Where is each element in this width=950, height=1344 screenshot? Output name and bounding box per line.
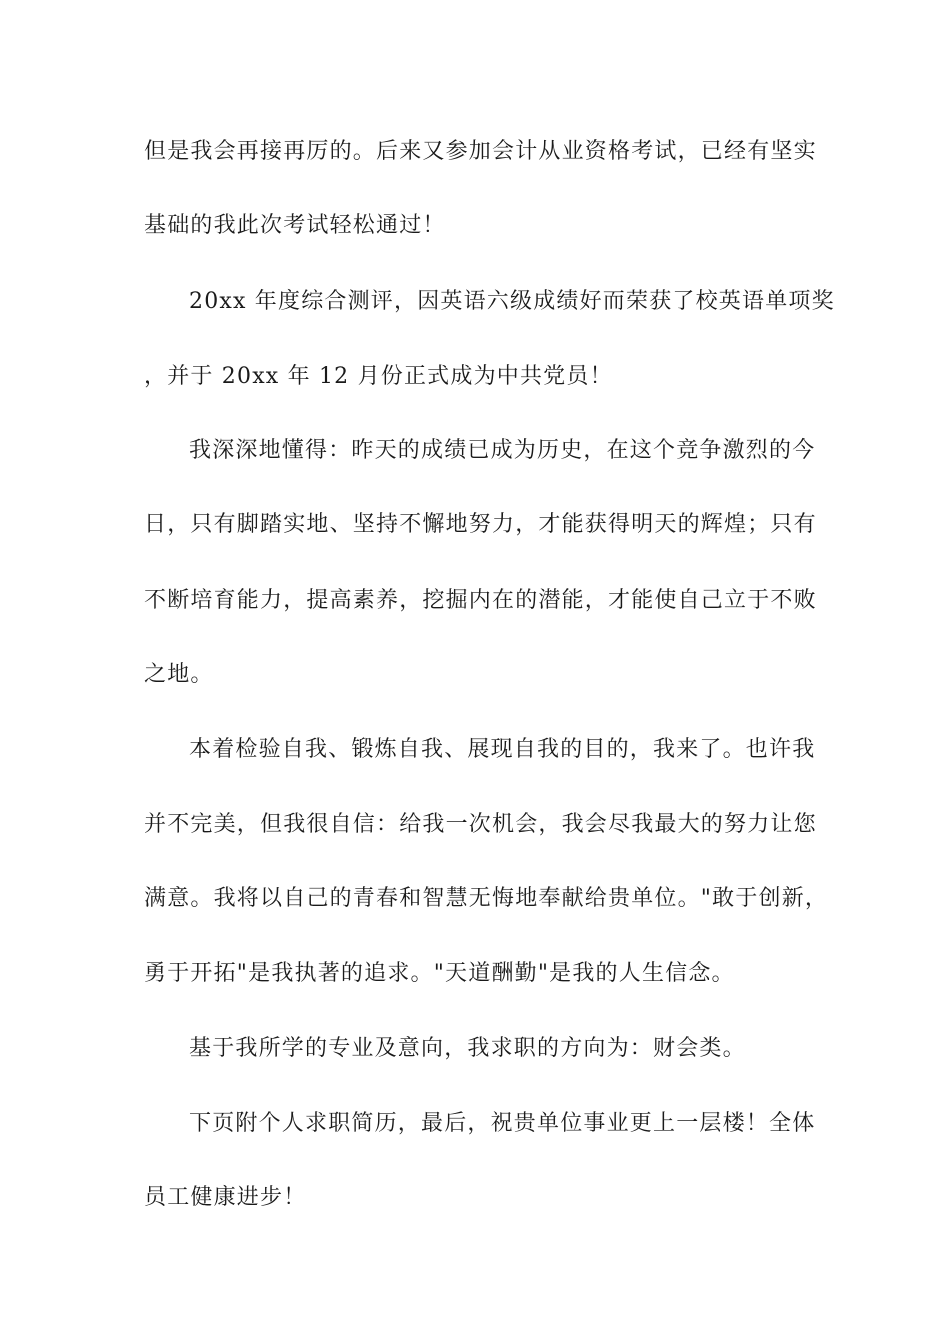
text-line: 满意。我将以自己的青春和智慧无悔地奉献给贵单位。"敢于创新， [144, 886, 829, 911]
text-line: 之地。 [144, 662, 214, 687]
text-line: 勇于开拓"是我执著的追求。"天道酬勤"是我的人生信念。 [144, 961, 735, 986]
text-line: 基于我所学的专业及意向，我求职的方向为：财会类。 [189, 1036, 746, 1061]
text-line: 本着检验自我、锻炼自我、展现自我的目的，我来了。也许我 [189, 737, 816, 762]
text-line: 员工健康进步！ [144, 1185, 307, 1210]
text-line: 基础的我此次考试轻松通过！ [144, 213, 446, 238]
text-line: 并不完美，但我很自信：给我一次机会，我会尽我最大的努力让您 [144, 812, 817, 837]
text-line: ，并于 20xx 年 12 月份正式成为中共党员！ [144, 364, 613, 389]
text-line: 日，只有脚踏实地、坚持不懈地努力，才能获得明天的辉煌；只有 [144, 512, 817, 537]
text-line: 20xx 年度综合测评，因英语六级成绩好而荣获了校英语单项奖 [189, 289, 835, 314]
text-line: 但是我会再接再厉的。后来又参加会计从业资格考试，已经有坚实 [144, 139, 817, 164]
text-line: 我深深地懂得：昨天的成绩已成为历史，在这个竞争激烈的今 [189, 438, 816, 463]
text-line: 不断培育能力，提高素养，挖掘内在的潜能，才能使自己立于不败 [144, 588, 817, 613]
text-line: 下页附个人求职简历，最后，祝贵单位事业更上一层楼！全体 [189, 1111, 816, 1136]
